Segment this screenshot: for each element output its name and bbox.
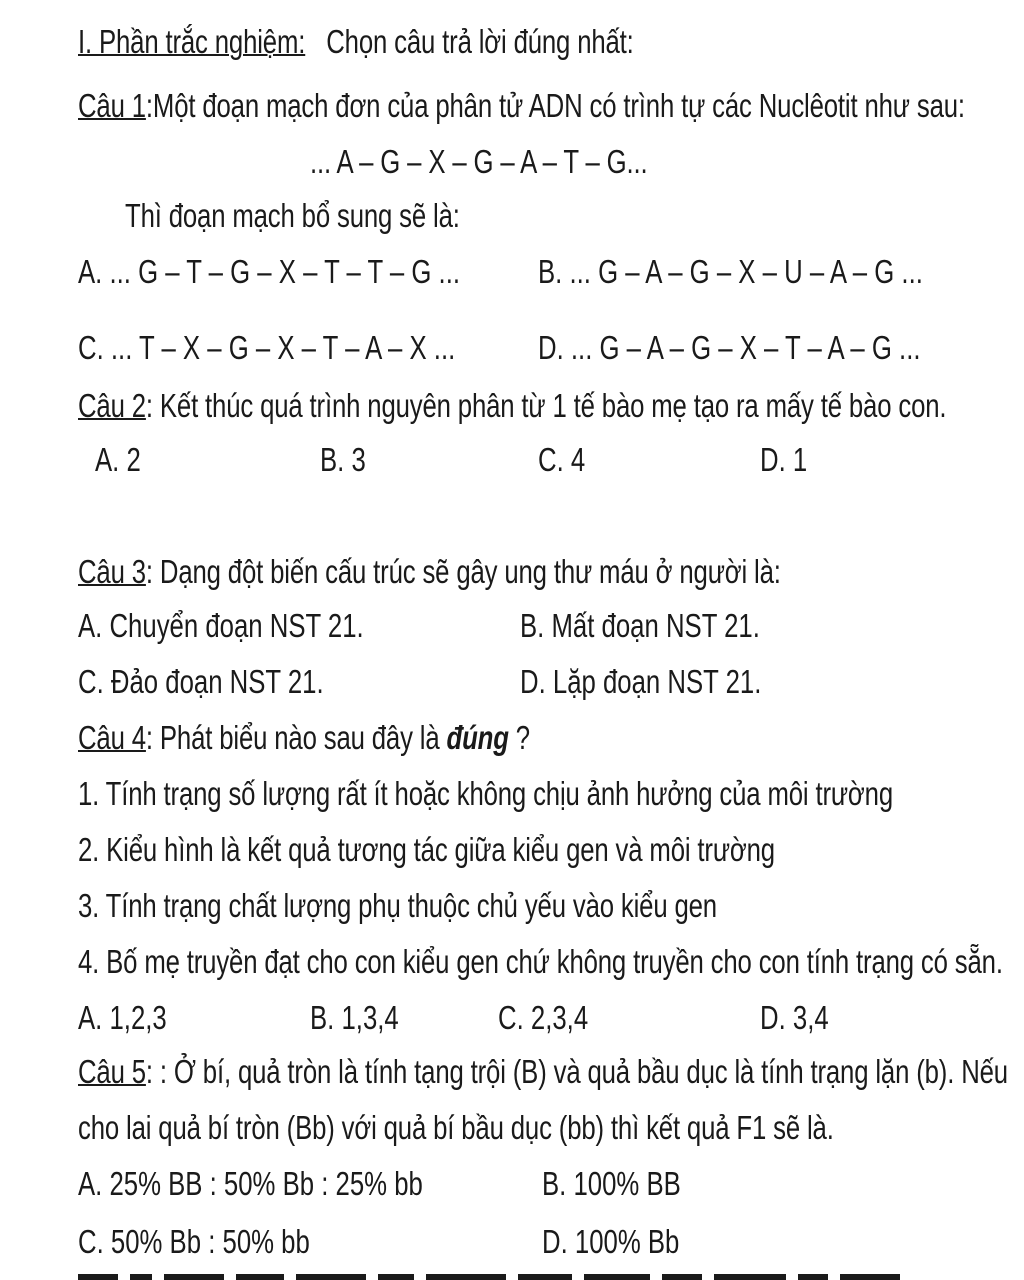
question-4-statement-1: 1. Tính trạng số lượng rất ít hoặc không chịu ảnh hưởng của môi trường [78, 775, 893, 812]
question-5-text-line-2: cho lai quả bí tròn (Bb) với quả bí bầu dục (bb) thì kết quả F1 sẽ là. [78, 1109, 834, 1146]
section-title [78, 20, 634, 64]
cut-off-next-line [78, 1262, 938, 1280]
question-5 [78, 1050, 1008, 1094]
question-5-option-a: A. 25% BB : 50% Bb : 25% bb [78, 1165, 423, 1202]
question-4-statement-2: 2. Kiểu hình là kết quả tương tác giữa kiểu gen và môi trường [78, 831, 775, 868]
question-3-option-d: D. Lặp đoạn NST 21. [520, 663, 762, 700]
question-1-option-d: D. ... G – A – G – X – T – A – G ... [538, 329, 921, 366]
question-1-sequence: ... A – G – X – G – A – T – G... [310, 143, 648, 180]
question-2-option-b: B. 3 [320, 441, 366, 478]
question-4-text-before: : Phát biểu nào sau đây là [145, 719, 447, 756]
question-4-option-a: A. 1,2,3 [78, 999, 167, 1036]
question-4-label: Câu 4 [78, 719, 146, 756]
question-1-text: :Một đoạn mạch đơn của phân tử ADN có trình tự các Nuclêotit như sau: [145, 87, 965, 124]
question-1 [78, 84, 965, 128]
question-4-option-b: B. 1,3,4 [310, 999, 399, 1036]
question-1-label: Câu 1 [78, 87, 146, 124]
question-2-text: : Kết thúc quá trình nguyên phân từ 1 tế bào mẹ tạo ra mấy tế bào con. [145, 387, 947, 424]
question-5-option-b: B. 100% BB [542, 1165, 681, 1202]
question-3 [78, 550, 781, 594]
question-4 [78, 716, 530, 760]
question-3-label: Câu 3 [78, 553, 146, 590]
question-3-text: : Dạng đột biến cấu trúc sẽ gây ung thư máu ở người là: [145, 553, 781, 590]
question-2 [78, 384, 946, 428]
section-title-part2: Chọn câu trả lời đúng nhất: [326, 23, 634, 60]
question-3-option-c: C. Đảo đoạn NST 21. [78, 663, 324, 700]
question-4-option-d: D. 3,4 [760, 999, 829, 1036]
question-4-statement-3: 3. Tính trạng chất lượng phụ thuộc chủ yếu vào kiểu gen [78, 887, 717, 924]
cut-off-text-fragment [78, 1262, 938, 1280]
question-2-option-c: C. 4 [538, 441, 586, 478]
question-4-statement-4: 4. Bố mẹ truyền đạt cho con kiểu gen chứ không truyền cho con tính trạng có sẵn. [78, 943, 1003, 980]
question-4-option-c: C. 2,3,4 [498, 999, 589, 1036]
question-5-option-d: D. 100% Bb [542, 1223, 680, 1260]
section-title-part1: I. Phần trắc nghiệm: [78, 23, 306, 60]
question-1-option-a: A. ... G – T – G – X – T – T – G ... [78, 253, 461, 290]
question-2-option-d: D. 1 [760, 441, 808, 478]
question-5-label: Câu 5 [78, 1053, 146, 1090]
question-3-option-b: B. Mất đoạn NST 21. [520, 607, 760, 644]
question-1-option-c: C. ... T – X – G – X – T – A – X ... [78, 329, 456, 366]
question-3-option-a: A. Chuyển đoạn NST 21. [78, 607, 364, 644]
question-1-option-b: B. ... G – A – G – X – U – A – G ... [538, 253, 923, 290]
question-1-prompt: Thì đoạn mạch bổ sung sẽ là: [125, 197, 460, 234]
question-5-option-c: C. 50% Bb : 50% bb [78, 1223, 310, 1260]
question-2-label: Câu 2 [78, 387, 146, 424]
question-2-option-a: A. 2 [95, 441, 141, 478]
question-5-text: : : Ở bí, quả tròn là tính tạng trội (B) và quả bầu dục là tính trạng lặn (b). Nếu [145, 1053, 1008, 1090]
question-4-emphasis: đúng [446, 719, 509, 756]
question-4-text-after: ? [508, 719, 530, 756]
